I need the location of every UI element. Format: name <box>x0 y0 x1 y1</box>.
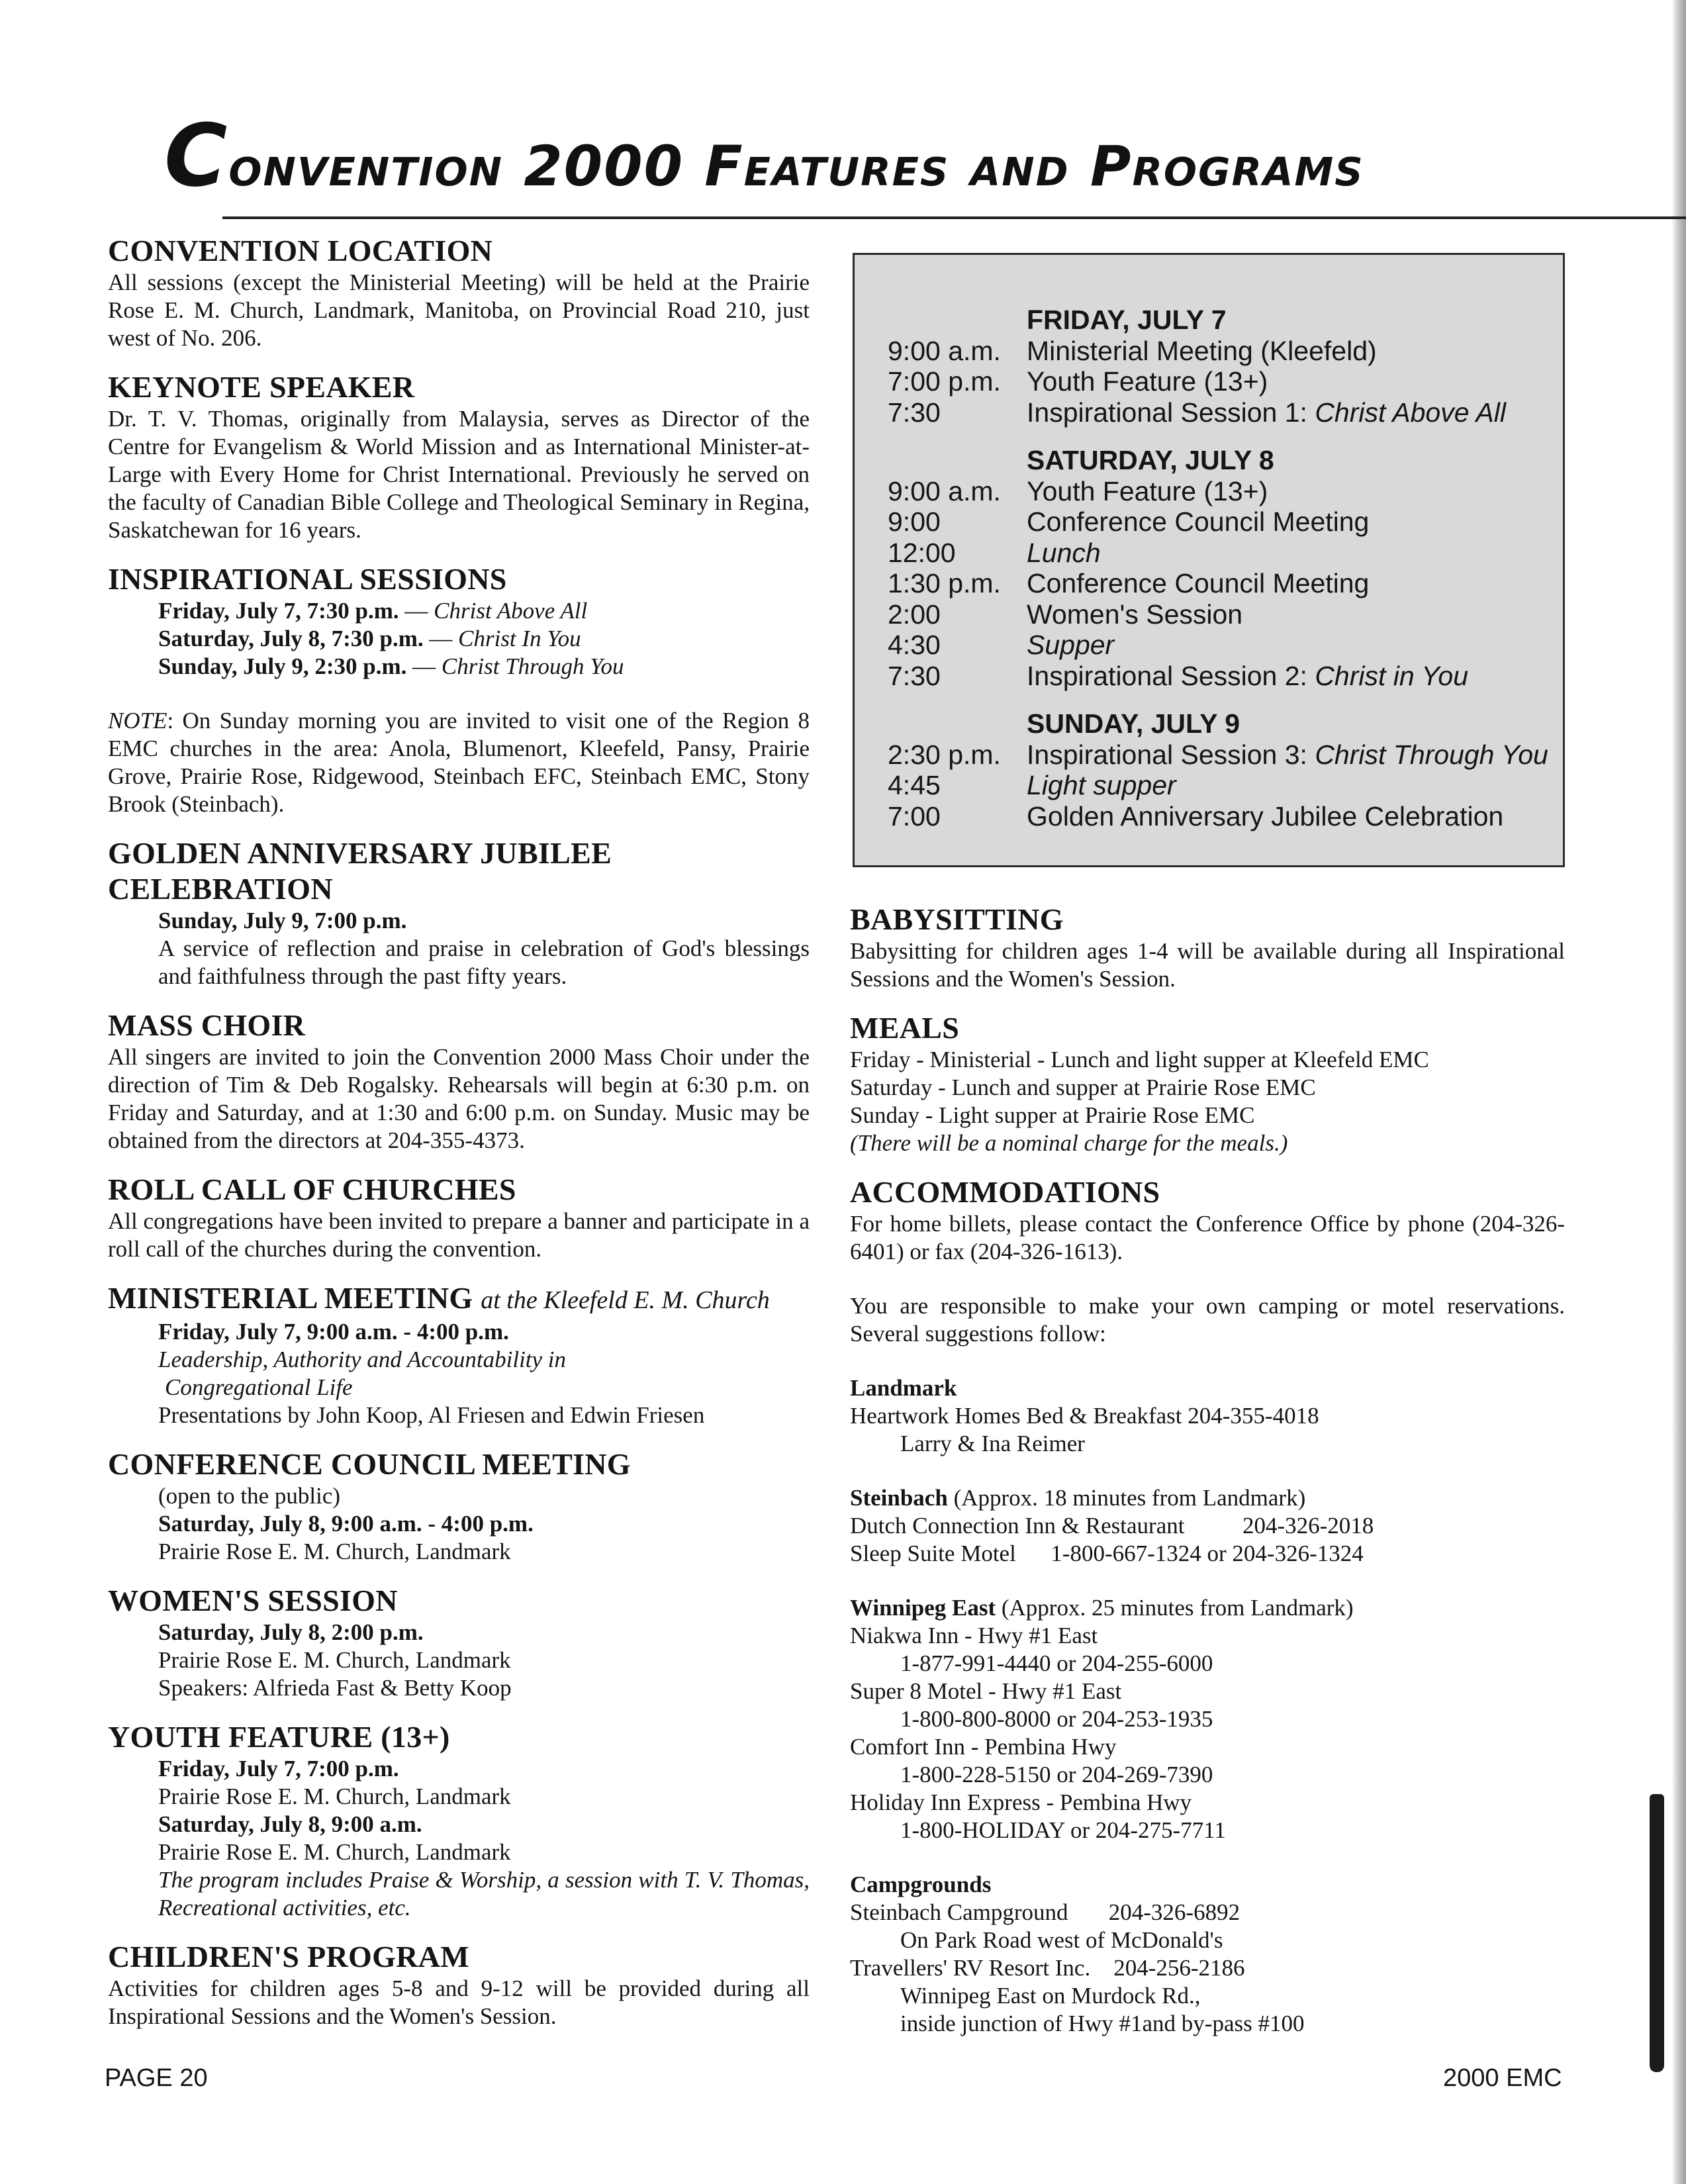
publication-label: 2000 EMC <box>1443 2064 1562 2092</box>
section-babysitting <box>850 902 1565 993</box>
location-text: All sessions (except the Ministerial Meeting) will be held at the Prairie Rose E. M. Church, Landmark, Manitoba, on Provincial Road 210, just west of No. 206. <box>108 269 810 351</box>
golden-when: Sunday, July 9, 7:00 p.m. <box>158 908 407 933</box>
schedule-day-saturday <box>855 445 1563 691</box>
women-body <box>108 1619 810 1702</box>
session-item <box>158 597 810 625</box>
session-sep: — <box>423 626 459 651</box>
ministerial-when: Friday, July 7, 9:00 a.m. - 4:00 p.m. <box>158 1319 509 1345</box>
council-when: Saturday, July 8, 9:00 a.m. - 4:00 p.m. <box>158 1511 534 1537</box>
council-note: (open to the public) <box>158 1483 341 1509</box>
section-children <box>108 1939 810 2030</box>
winnipeg-name: Winnipeg East <box>850 1595 996 1621</box>
event-time: 1:30 p.m. <box>888 568 1001 598</box>
children-text: Activities for children ages 5-8 and 9-12 will be provided during all Inspirational Sessions and the Women's Session. <box>108 1975 810 2029</box>
event-label: Youth Feature (13+) <box>1027 475 1268 506</box>
event-label: Golden Anniversary Jubilee Celebration <box>1027 800 1504 831</box>
schedule-row <box>855 568 1563 599</box>
session-theme: Christ In You <box>458 626 581 651</box>
title-initial: C <box>164 105 229 206</box>
youth-when-2: Saturday, July 8, 9:00 a.m. <box>158 1811 422 1837</box>
event-name <box>1027 739 1563 771</box>
keynote-text: Dr. T. V. Thomas, originally from Malaysia, serves as Director of the Centre for Evangelism & World Mission and as International Minister-at-Large with Every Home for Christ International. Previously he served on the faculty of Canadian Bible College and Theological Seminary in Regina, Saskatchewan for 16 years. <box>108 406 810 543</box>
schedule-row <box>855 801 1563 832</box>
ministerial-theme-1: Leadership, Authority and Accountability in <box>158 1347 567 1372</box>
women-when: Saturday, July 8, 2:00 p.m. <box>158 1619 424 1645</box>
winnipeg-heading <box>850 1594 1565 1622</box>
heading-women: WOMEN'S SESSION <box>108 1584 398 1617</box>
landmark-line: Heartwork Homes Bed & Breakfast 204-355-4018 <box>850 1403 1319 1429</box>
event-label: Conference Council Meeting <box>1027 506 1370 537</box>
choir-text: All singers are invited to join the Convention 2000 Mass Choir under the direction of Tim & Deb Rogalsky. Rehearsals will begin at 6:30 p.m. on Friday and Saturday, and at 1:30 and 6:00 p.m. on Sunday. Music may be obtained from the directors at 204-355-4373. <box>108 1044 810 1153</box>
campgrounds-heading: Campgrounds <box>850 1872 992 1897</box>
landmark-heading: Landmark <box>850 1375 957 1401</box>
schedule-row <box>855 538 1563 569</box>
right-column <box>850 902 1565 2055</box>
event-name <box>1027 538 1563 569</box>
section-ministerial <box>108 1280 810 1429</box>
heading-meals: MEALS <box>850 1011 960 1045</box>
event-time: 9:00 a.m. <box>888 335 1001 366</box>
campground-line: Winnipeg East on Murdock Rd., <box>900 1983 1201 2009</box>
event-theme: Light supper <box>1027 770 1176 800</box>
event-time: 4:30 <box>888 630 941 660</box>
ministerial-location: at the Kleefeld E. M. Church <box>481 1286 770 1314</box>
event-name <box>1027 770 1563 801</box>
winnipeg-line: Super 8 Motel - Hwy #1 East <box>850 1678 1122 1704</box>
page-number: PAGE 20 <box>105 2064 208 2092</box>
women-place: Prairie Rose E. M. Church, Landmark <box>158 1647 511 1673</box>
schedule-row <box>855 739 1563 771</box>
event-theme: Christ in You <box>1315 660 1469 691</box>
event-name <box>1027 599 1563 630</box>
schedule-row <box>855 599 1563 630</box>
schedule-day-sunday <box>855 708 1563 831</box>
event-time: 12:00 <box>888 537 956 568</box>
meals-line: Saturday - Lunch and supper at Prairie Rose EMC <box>850 1074 1316 1100</box>
babysitting-text: Babysitting for children ages 1-4 will be available during all Inspirational Sessions and the Women's Session. <box>850 938 1565 992</box>
youth-program: The program includes Praise & Worship, a session with T. V. Thomas, Recreational activities, etc. <box>158 1867 810 1921</box>
heading-location: CONVENTION LOCATION <box>108 234 493 267</box>
scan-edge <box>1671 0 1686 2184</box>
event-label: Women's Session <box>1027 598 1243 630</box>
event-name <box>1027 630 1563 661</box>
event-time: 7:30 <box>888 397 941 428</box>
heading-youth: YOUTH FEATURE (13+) <box>108 1720 450 1754</box>
event-time: 7:30 <box>888 660 941 691</box>
event-name <box>1027 801 1563 832</box>
section-council <box>108 1447 810 1566</box>
schedule-day-friday <box>855 305 1563 428</box>
heading-accommodations: ACCOMMODATIONS <box>850 1175 1160 1209</box>
landmark-line: Larry & Ina Reimer <box>900 1431 1085 1456</box>
steinbach-line: Sleep Suite Motel 1-800-667-1324 or 204-326-1324 <box>850 1541 1364 1566</box>
winnipeg-line: 1-800-228-5150 or 204-269-7390 <box>900 1762 1213 1787</box>
winnipeg-line: 1-800-HOLIDAY or 204-275-7711 <box>900 1817 1226 1843</box>
event-theme: Lunch <box>1027 537 1101 568</box>
section-women <box>108 1583 810 1702</box>
schedule-row <box>855 630 1563 661</box>
billets-text: For home billets, please contact the Conference Office by phone (204-326-6401) or fax (204-326-1613). <box>850 1211 1565 1264</box>
campground-line: Travellers' RV Resort Inc. 204-256-2186 <box>850 1955 1245 1981</box>
event-label: Inspirational Session 2: <box>1027 660 1315 691</box>
event-name <box>1027 397 1563 428</box>
youth-place-2: Prairie Rose E. M. Church, Landmark <box>158 1839 511 1865</box>
event-time: 2:30 p.m. <box>888 739 1001 770</box>
event-name <box>1027 661 1563 692</box>
title-rule <box>222 216 1686 219</box>
event-time: 7:00 <box>888 800 941 831</box>
schedule-row <box>855 506 1563 538</box>
golden-text: A service of reflection and praise in celebration of God's blessings and faithfulness through the past fifty years. <box>158 935 810 989</box>
campground-line: inside junction of Hwy #1and by-pass #100 <box>900 2011 1305 2036</box>
youth-when-1: Friday, July 7, 7:00 p.m. <box>158 1756 399 1781</box>
heading-ministerial <box>108 1280 810 1318</box>
heading-children: CHILDREN'S PROGRAM <box>108 1940 469 1973</box>
day-heading: FRIDAY, JULY 7 <box>1027 305 1227 335</box>
day-heading: SATURDAY, JULY 8 <box>1027 445 1274 475</box>
note-label: NOTE <box>108 708 167 734</box>
event-label: Inspirational Session 3: <box>1027 739 1315 770</box>
winnipeg-line: Holiday Inn Express - Pembina Hwy <box>850 1789 1192 1815</box>
heading-council: CONFERENCE COUNCIL MEETING <box>108 1447 631 1481</box>
session-sep: — <box>406 653 442 679</box>
rollcall-text: All congregations have been invited to prepare a banner and participate in a roll call of the churches during the convention. <box>108 1208 810 1262</box>
campground-line: On Park Road west of McDonald's <box>900 1927 1223 1953</box>
heading-choir: MASS CHOIR <box>108 1008 306 1042</box>
winnipeg-line: 1-800-800-8000 or 204-253-1935 <box>900 1706 1213 1732</box>
event-time: 2:00 <box>888 598 941 630</box>
title-rest: onvention 2000 Features and Programs <box>228 134 1364 199</box>
event-name <box>1027 506 1563 538</box>
heading-inspirational: INSPIRATIONAL SESSIONS <box>108 562 507 596</box>
session-item <box>158 653 810 681</box>
heading-rollcall: ROLL CALL OF CHURCHES <box>108 1172 516 1206</box>
event-label: Inspirational Session 1: <box>1027 397 1315 428</box>
ministerial-presenters: Presentations by John Koop, Al Friesen and Edwin Friesen <box>158 1402 705 1428</box>
event-name <box>1027 568 1563 599</box>
steinbach-name: Steinbach <box>850 1485 948 1511</box>
ministerial-body <box>108 1318 810 1429</box>
steinbach-note: (Approx. 18 minutes from Landmark) <box>947 1485 1306 1511</box>
scan-blot <box>1650 1794 1664 2072</box>
session-sep: — <box>398 598 434 624</box>
event-time: 7:00 p.m. <box>888 366 1001 397</box>
section-accommodations <box>850 1174 1565 2038</box>
council-place: Prairie Rose E. M. Church, Landmark <box>158 1539 511 1564</box>
session-when: Sunday, July 9, 2:30 p.m. <box>158 653 407 679</box>
left-column <box>108 233 810 2048</box>
session-when: Saturday, July 8, 7:30 p.m. <box>158 626 424 651</box>
steinbach-heading <box>850 1484 1565 1512</box>
campground-line: Steinbach Campground 204-326-6892 <box>850 1899 1241 1925</box>
section-youth <box>108 1719 810 1922</box>
section-meals <box>850 1010 1565 1157</box>
session-item <box>158 625 810 653</box>
schedule-row <box>855 661 1563 692</box>
steinbach-line: Dutch Connection Inn & Restaurant 204-326-2018 <box>850 1513 1374 1539</box>
day-heading: SUNDAY, JULY 9 <box>1027 708 1241 739</box>
section-location <box>108 233 810 352</box>
golden-body <box>108 907 810 990</box>
section-inspirational <box>108 561 810 818</box>
section-rollcall <box>108 1172 810 1263</box>
section-golden <box>108 835 810 990</box>
youth-body <box>108 1755 810 1922</box>
event-label: Ministerial Meeting (Kleefeld) <box>1027 335 1377 366</box>
schedule-row <box>855 397 1563 428</box>
event-theme: Christ Through You <box>1315 739 1548 770</box>
event-label: Conference Council Meeting <box>1027 568 1370 598</box>
event-name <box>1027 336 1563 367</box>
heading-babysitting: BABYSITTING <box>850 902 1064 936</box>
event-name <box>1027 366 1563 397</box>
council-body <box>108 1482 810 1566</box>
meals-note: (There will be a nominal charge for the meals.) <box>850 1130 1288 1156</box>
note-text: : On Sunday morning you are invited to visit one of the Region 8 EMC churches in the area: Anola, Blumenort, Kleefeld, Pansy, Prairie Grove, Prairie Rose, Ridgewood, Steinbach EFC, Steinbach EMC, Stony Brook (Steinbach). <box>108 708 810 817</box>
schedule-row <box>855 366 1563 397</box>
event-theme: Christ Above All <box>1315 397 1506 428</box>
ministerial-title: MINISTERIAL MEETING <box>108 1281 473 1315</box>
event-time: 9:00 a.m. <box>888 475 1001 506</box>
winnipeg-line: Comfort Inn - Pembina Hwy <box>850 1734 1117 1760</box>
meals-line: Friday - Ministerial - Lunch and light supper at Kleefeld EMC <box>850 1047 1429 1072</box>
session-theme: Christ Through You <box>441 653 624 679</box>
event-label: Youth Feature (13+) <box>1027 366 1268 397</box>
event-name <box>1027 476 1563 507</box>
winnipeg-note: (Approx. 25 minutes from Landmark) <box>996 1595 1354 1621</box>
session-list <box>108 597 810 681</box>
meals-line: Sunday - Light supper at Prairie Rose EMC <box>850 1102 1255 1128</box>
heading-golden: GOLDEN ANNIVERSARY JUBILEE CELEBRATION <box>108 836 612 906</box>
winnipeg-line: Niakwa Inn - Hwy #1 East <box>850 1623 1098 1648</box>
winnipeg-line: 1-877-991-4440 or 204-255-6000 <box>900 1650 1213 1676</box>
sunday-note <box>108 707 810 818</box>
section-choir <box>108 1008 810 1155</box>
youth-place-1: Prairie Rose E. M. Church, Landmark <box>158 1783 511 1809</box>
session-when: Friday, July 7, 7:30 p.m. <box>158 598 399 624</box>
schedule-row <box>855 476 1563 507</box>
women-speakers: Speakers: Alfrieda Fast & Betty Koop <box>158 1675 512 1701</box>
event-time: 9:00 <box>888 506 941 537</box>
event-time: 4:45 <box>888 770 941 800</box>
session-theme: Christ Above All <box>434 598 588 624</box>
title-text <box>164 106 1534 216</box>
schedule-row <box>855 336 1563 367</box>
event-theme: Supper <box>1027 630 1115 660</box>
ministerial-theme-2: Congregational Life <box>165 1374 353 1400</box>
page-title <box>164 106 1534 216</box>
heading-keynote: KEYNOTE SPEAKER <box>108 370 415 404</box>
section-keynote <box>108 369 810 544</box>
reservations-text: You are responsible to make your own camping or motel reservations. Several suggestions follow: <box>850 1293 1565 1347</box>
schedule-box <box>853 253 1565 867</box>
schedule-row <box>855 770 1563 801</box>
